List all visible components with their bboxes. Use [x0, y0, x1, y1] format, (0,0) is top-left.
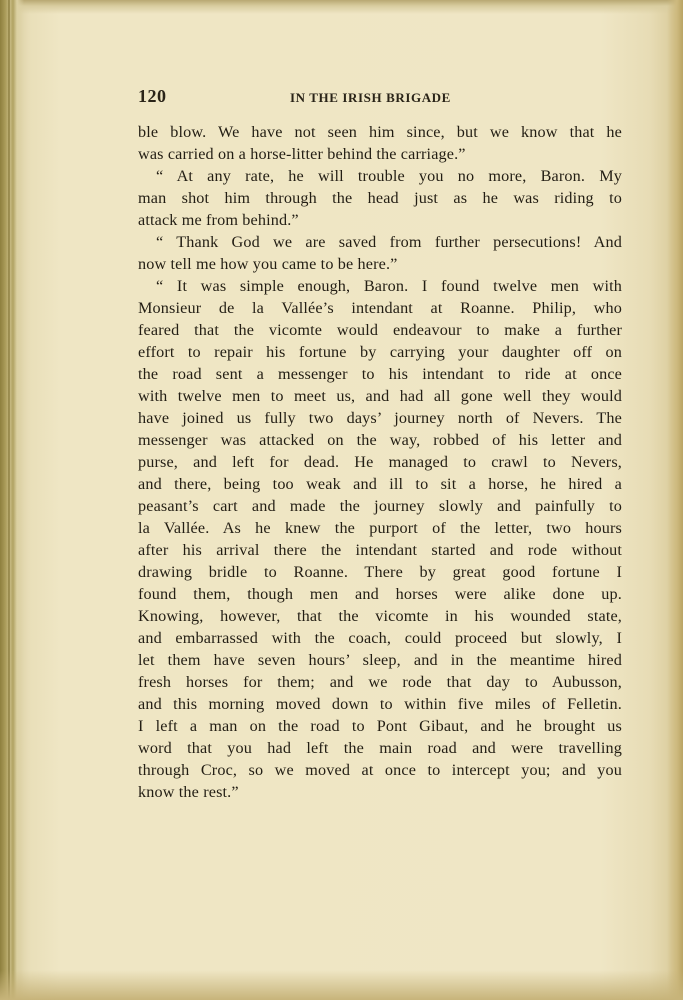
text-line: through Croc, so we moved at once to intercept you; and you: [138, 761, 622, 779]
text-line: and there, being too weak and ill to sit a horse, he hired a: [138, 475, 622, 493]
text-line: effort to repair his fortune by carrying your daughter off on: [138, 343, 622, 361]
text-line: feared that the vicomte would endeavour to make a further: [138, 321, 622, 339]
text-line: “ It was simple enough, Baron. I found twelve men with: [156, 277, 622, 295]
text-line: with twelve men to meet us, and had all gone well they would: [138, 387, 622, 405]
page-right-edge: [667, 0, 683, 1000]
text-line: fresh horses for them; and we rode that day to Aubusson,: [138, 673, 622, 691]
text-line: messenger was attacked on the way, robbed of his letter and: [138, 431, 622, 449]
text-line: now tell me how you came to be here.”: [138, 255, 398, 273]
book-spine: [0, 0, 24, 1000]
page-top-edge: [0, 0, 683, 14]
text-line: found them, though men and horses were alike done up.: [138, 585, 622, 603]
text-line: know the rest.”: [138, 783, 239, 801]
text-line: the road sent a messenger to his intendant to ride at once: [138, 365, 622, 383]
text-line: ble blow. We have not seen him since, but we know that he: [138, 123, 622, 141]
text-line: Knowing, however, that the vicomte in his wounded state,: [138, 607, 622, 625]
text-line: attack me from behind.”: [138, 211, 299, 229]
body-text: [138, 121, 622, 803]
spine-shadow-line: [8, 0, 10, 1000]
page-number: 120: [138, 86, 167, 106]
text-line: “ Thank God we are saved from further persecutions! And: [156, 233, 622, 251]
page-header: [138, 86, 622, 110]
page-bottom-edge: [0, 970, 683, 1000]
text-line: and embarrassed with the coach, could proceed but slowly, I: [138, 629, 622, 647]
text-line: have joined us fully two days’ journey north of Nevers. The: [138, 409, 622, 427]
text-line: I left a man on the road to Pont Gibaut, and he brought us: [138, 717, 622, 735]
text-line: “ At any rate, he will trouble you no more, Baron. My: [156, 167, 622, 185]
running-title: IN THE IRISH BRIGADE: [290, 90, 451, 105]
text-line: and this morning moved down to within five miles of Felletin.: [138, 695, 622, 713]
text-line: purse, and left for dead. He managed to crawl to Nevers,: [138, 453, 622, 471]
text-line: after his arrival there the intendant started and rode without: [138, 541, 622, 559]
text-line: la Vallée. As he knew the purport of the letter, two hours: [138, 519, 622, 537]
text-line: was carried on a horse-litter behind the carriage.”: [138, 145, 466, 163]
text-line: Monsieur de la Vallée’s intendant at Roanne. Philip, who: [138, 299, 622, 317]
text-line: let them have seven hours’ sleep, and in the meantime hired: [138, 651, 622, 669]
text-line: word that you had left the main road and were travelling: [138, 739, 622, 757]
text-line: peasant’s cart and made the journey slowly and painfully to: [138, 497, 622, 515]
text-line: man shot him through the head just as he was riding to: [138, 189, 622, 207]
text-line: drawing bridle to Roanne. There by great good fortune I: [138, 563, 622, 581]
